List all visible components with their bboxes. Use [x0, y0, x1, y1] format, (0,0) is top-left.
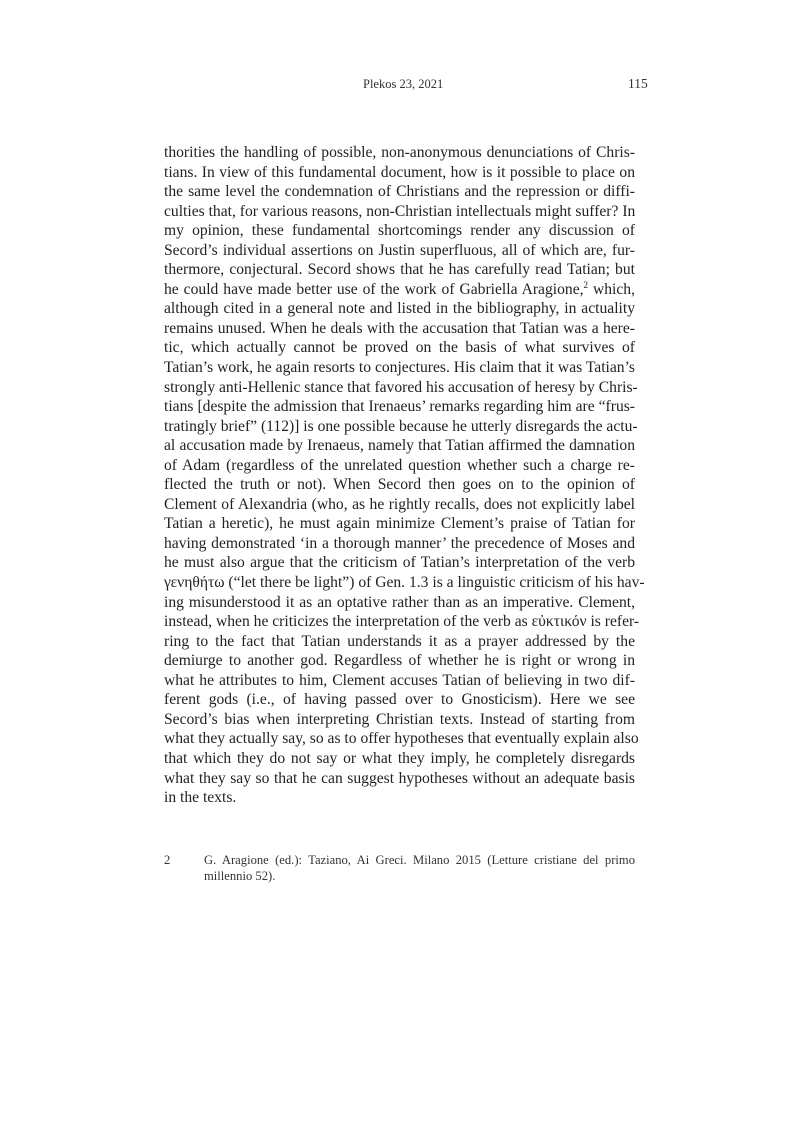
text-line: ferent gods (i.e., of having passed over to Gnosticism). Here we see: [164, 691, 635, 709]
text-line: what he attributes to him, Clement accuses Tatian of believing in two dif-: [164, 671, 635, 689]
text-line: strongly anti-Hellenic stance that favored his accusation of heresy by Chris-: [164, 378, 638, 396]
text-line: Tatian a heretic), he must again minimize Clement’s praise of Tatian for: [164, 515, 635, 533]
journal-citation: Plekos 23, 2021: [363, 77, 444, 91]
text-line: thorities the handling of possible, non-anonymous denunciations of Chris-: [164, 144, 635, 161]
text-line: although cited in a general note and listed in the bibliography, in actuality: [164, 300, 635, 318]
text-line: that which they do not say or what they imply, he completely disregards: [164, 749, 635, 767]
text-line: tians. In view of this fundamental document, how is it possible to place on: [164, 163, 635, 181]
text-line: Clement of Alexandria (who, as he rightly recalls, does not explicitly label: [164, 495, 635, 513]
text-line: what they say so that he can suggest hypotheses without an adequate basis: [164, 769, 635, 787]
text-line: of Adam (regardless of the unrelated question whether such a charge re-: [164, 456, 635, 474]
text-line: in the texts.: [164, 789, 237, 807]
footnote-reference[interactable]: 2: [583, 279, 589, 290]
text-line: Tatian’s work, he again resorts to conjectures. His claim that it was Tatian’s: [164, 359, 635, 377]
text-line: thermore, conjectural. Secord shows that he has carefully read Tatian; but: [164, 261, 635, 279]
page-number: 115: [628, 76, 648, 91]
footnote-number: 2: [164, 853, 171, 867]
text-segment: which,: [588, 280, 635, 298]
text-line: flected the truth or not). When Secord then goes on to the opinion of: [164, 476, 635, 494]
text-line: the same level the condemnation of Christians and the repression or diffi-: [164, 183, 635, 201]
text-line: γενηθήτω (“let there be light”) of Gen. 1.3 is a linguistic criticism of his hav-: [164, 574, 645, 592]
footnote-line: G. Aragione (ed.): Taziano, Ai Greci. Milano 2015 (Letture cristiane del primo: [204, 853, 635, 867]
text-line: having demonstrated ‘in a thorough manner’ the precedence of Moses and: [164, 534, 635, 552]
text-line: al accusation made by Irenaeus, namely that Tatian affirmed the damnation: [164, 437, 635, 455]
text-segment: he could have made better use of the work of Gabriella Aragione,: [164, 280, 584, 298]
text-line: ring to the fact that Tatian understands it as a prayer addressed by the: [164, 632, 635, 650]
text-line: demiurge to another god. Regardless of whether he is right or wrong in: [164, 652, 635, 670]
text-line-with-footnote: [164, 280, 635, 300]
text-line: tians [despite the admission that Irenaeus’ remarks regarding him are “frus-: [164, 398, 635, 416]
text-line: Secord’s individual assertions on Justin superfluous, all of which are, fur-: [164, 241, 635, 259]
body-paragraph: [164, 143, 645, 808]
text-line: ing misunderstood it as an optative rather than as an imperative. Clement,: [164, 593, 635, 611]
text-line: remains unused. When he deals with the accusation that Tatian was a here-: [164, 319, 635, 337]
footnote-line: millennio 52).: [204, 869, 276, 883]
text-line: he must also argue that the criticism of Tatian’s interpretation of the verb: [164, 554, 635, 572]
text-line: Secord’s bias when interpreting Christian texts. Instead of starting from: [164, 710, 635, 728]
text-line: tratingly brief” (112)] is one possible because he utterly disregards the actu-: [164, 417, 638, 435]
text-line: my opinion, these fundamental shortcomings render any discussion of: [164, 222, 635, 240]
text-line: what they actually say, so as to offer hypotheses that eventually explain also: [164, 730, 639, 748]
footnote-text: [204, 852, 635, 884]
text-line: instead, when he criticizes the interpretation of the verb as εὐκτικόν is refer-: [164, 613, 640, 631]
text-line: tic, which actually cannot be proved on the basis of what survives of: [164, 339, 635, 357]
text-line: culties that, for various reasons, non-Christian intellectuals might suffer? In: [164, 202, 636, 220]
